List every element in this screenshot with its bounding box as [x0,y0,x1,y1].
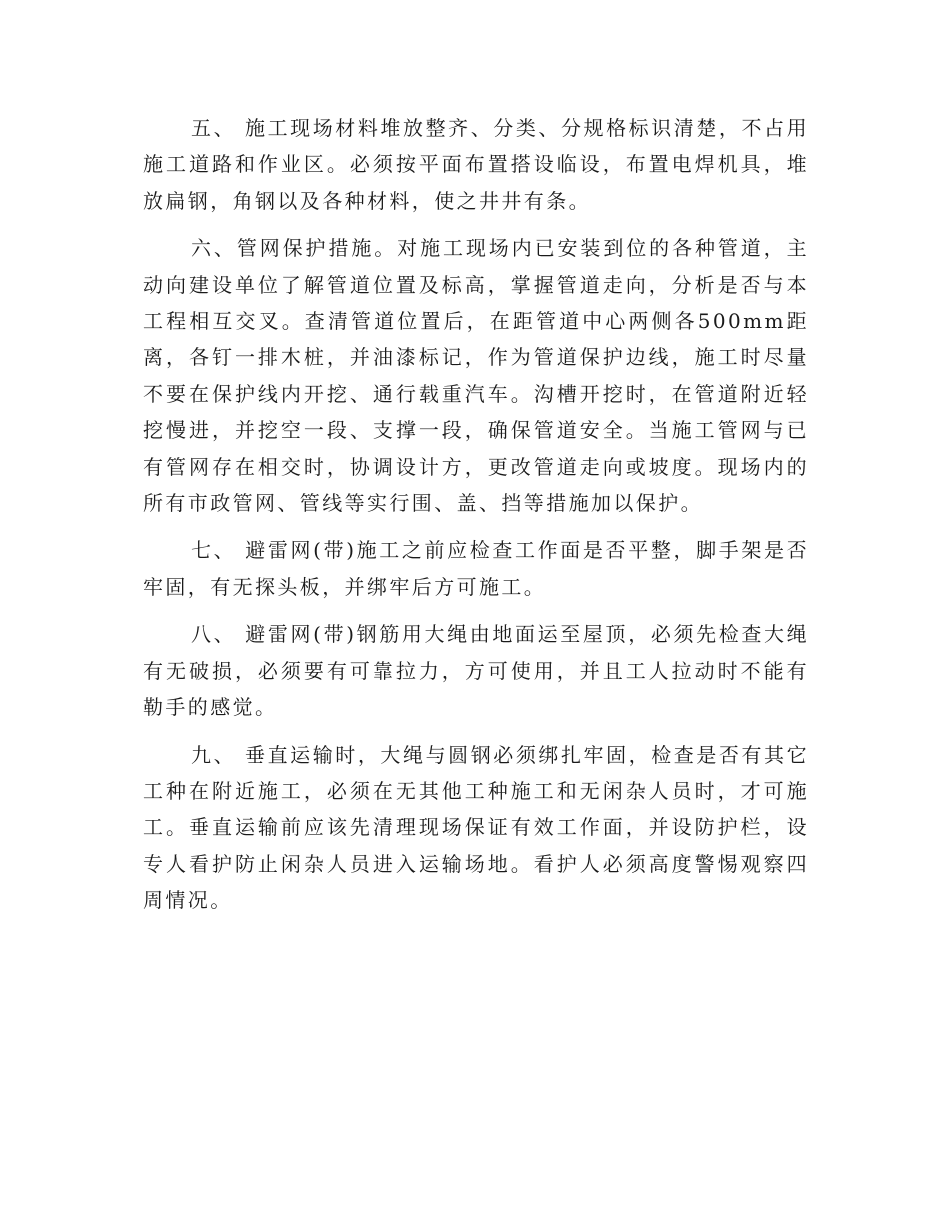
paragraph-9-vertical-transport: 九、 垂直运输时，大绳与圆钢必须绑扎牢固，检查是否有其它工种在附近施工，必须在无其他工种施工和无闲杂人员时，才可施工。垂直运输前应该先清理现场保证有效工作面，并设防护栏，设专人看护防止闲杂人员进入运输场地。看护人必须高度警惕观察四周情况。 [143,742,809,913]
paragraph-7-lightning-net-inspection: 七、 避雷网(带)施工之前应检查工作面是否平整，脚手架是否牢固，有无探头板，并绑牢后方可施工。 [143,538,809,599]
document-body [143,110,809,930]
paragraph-8-lightning-net-rebar-hoisting: 八、 避雷网(带)钢筋用大绳由地面运至屋顶，必须先检查大绳有无破损，必须要有可靠拉力，方可使用，并且工人拉动时不能有勒手的感觉。 [143,622,809,720]
paragraph-5-material-stacking: 五、 施工现场材料堆放整齐、分类、分规格标识清楚，不占用施工道路和作业区。必须按平面布置搭设临设，布置电焊机具，堆放扁钢，角钢以及各种材料，使之井井有条。 [143,116,809,213]
paragraph-6-pipe-network-protection: 六、管网保护措施。对施工现场内已安装到位的各种管道，主动向建设单位了解管道位置及标高，掌握管道走向，分析是否与本工程相互交叉。查清管道位置后，在距管道中心两侧各500mm距离，各钉一排木桩，并油漆标记，作为管道保护边线，施工时尽量不要在保护线内开挖、通行载重汽车。沟槽开挖时，在管道附近轻挖慢进，并挖空一段、支撑一段，确保管道安全。当施工管网与已有管网存在相交时，协调设计方，更改管道走向或坡度。现场内的所有市政管网、管线等实行围、盖、挡等措施加以保护。 [143,236,809,516]
